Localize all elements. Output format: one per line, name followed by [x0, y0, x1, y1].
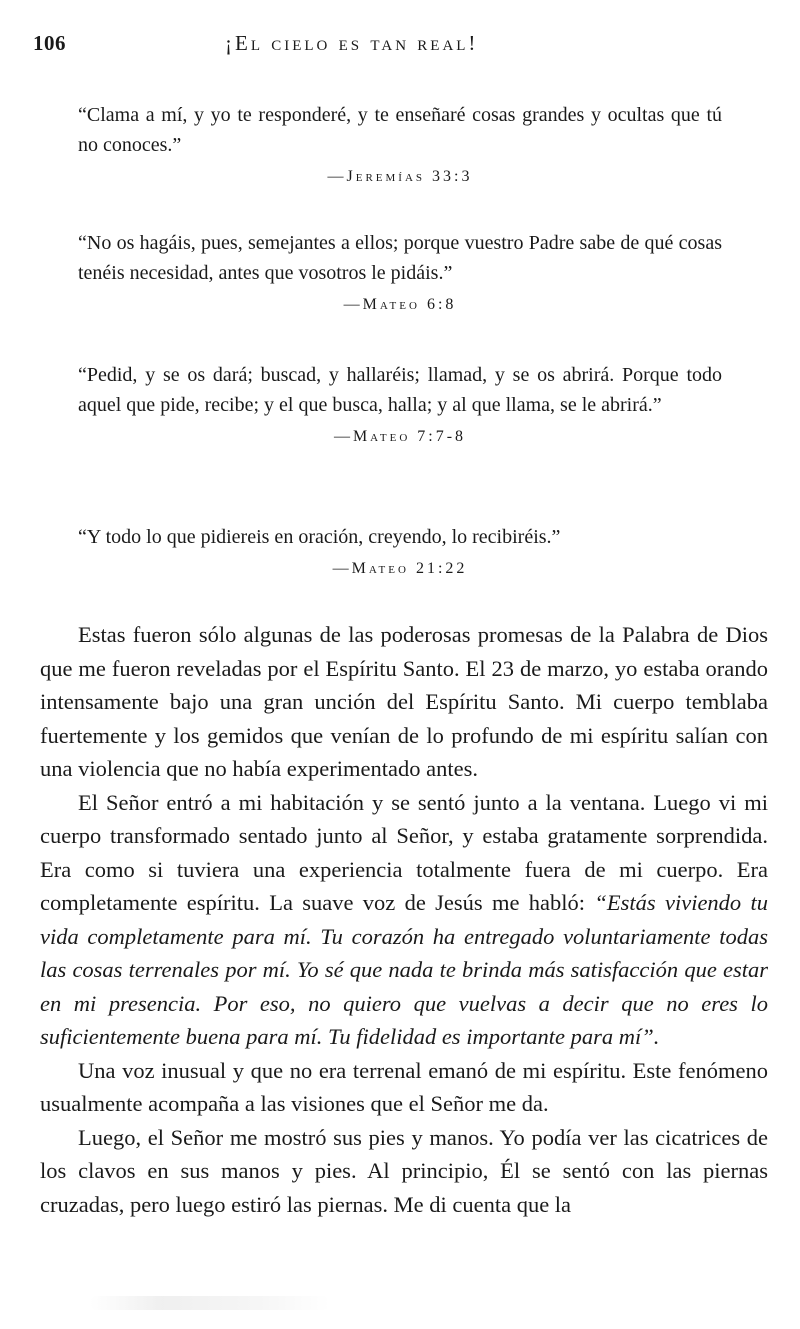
quote-reference: —Mateo 6:8: [343, 296, 457, 313]
quote-text: “Y todo lo que pidiereis en oración, creyendo, lo recibiréis.”: [78, 526, 561, 548]
quote-reference: —Mateo 7:7-8: [333, 428, 467, 445]
paragraph: [40, 786, 768, 1054]
jesus-quote: “Estás viviendo tu vida completamente para mí. Tu corazón ha entregado voluntariamente todas las cosas terrenales por mí. Yo sé que nada te brinda más satisfacción que estar en mi presencia. Por eso, no quiero que vuelvas a decir que no eres lo suficientemente buena para mí. Tu fidelidad es importante para mí”.: [40, 890, 769, 1049]
quote-reference: —Jeremías 33:3: [327, 168, 473, 185]
paragraph: Luego, el Señor me mostró sus pies y manos. Yo podía ver las cicatrices de los clavos en sus manos y pies. Al principio, Él se sentó con las piernas cruzadas, pero luego estiró las piernas. Me di cuenta que la: [40, 1124, 768, 1217]
paragraph-text: El Señor entró a mi habitación y se sentó junto a la ventana. Luego vi mi cuerpo transformado sentado junto al Señor, y estaba gratamente sorprendida. Era como si tuviera una experiencia totalmente fuera de mi cuerpo. Era completamente espíritu. La suave voz de Jesús me habló:: [40, 789, 768, 915]
page-number: 106: [33, 31, 66, 55]
running-header-title: ¡El cielo es tan real!: [225, 31, 479, 55]
scripture-quote: [78, 228, 722, 318]
scan-smudge: [90, 1296, 330, 1310]
quote-reference: —Mateo 21:22: [332, 560, 468, 577]
paragraph: Estas fueron sólo algunas de las poderosas promesas de la Palabra de Dios que me fueron reveladas por el Espíritu Santo. El 23 de marzo, yo estaba orando intensamente bajo una gran unción del Espíritu Santo. Mi cuerpo temblaba fuertemente y los gemidos que venían de lo profundo de mi espíritu salían con una violencia que no había experimentado antes.: [40, 622, 768, 781]
quote-text: “No os hagáis, pues, semejantes a ellos; porque vuestro Padre sabe de qué cosas tenéis necesidad, antes que vosotros le pidáis.”: [78, 232, 722, 284]
quote-text: “Pedid, y se os dará; buscad, y hallaréis; llamad, y se os abrirá. Porque todo aquel que pide, recibe; y el que busca, halla; y al que llama, se le abrirá.”: [78, 364, 722, 416]
body-text: [40, 618, 768, 1221]
quote-text: “Clama a mí, y yo te responderé, y te enseñaré cosas grandes y ocultas que tú no conoces.”: [78, 104, 722, 156]
scripture-quote: [78, 100, 722, 190]
scripture-quote: [78, 360, 722, 450]
paragraph: Una voz inusual y que no era terrenal emanó de mi espíritu. Este fenómeno usualmente acompaña a las visiones que el Señor me da.: [40, 1057, 768, 1116]
scripture-quote: [78, 522, 722, 582]
